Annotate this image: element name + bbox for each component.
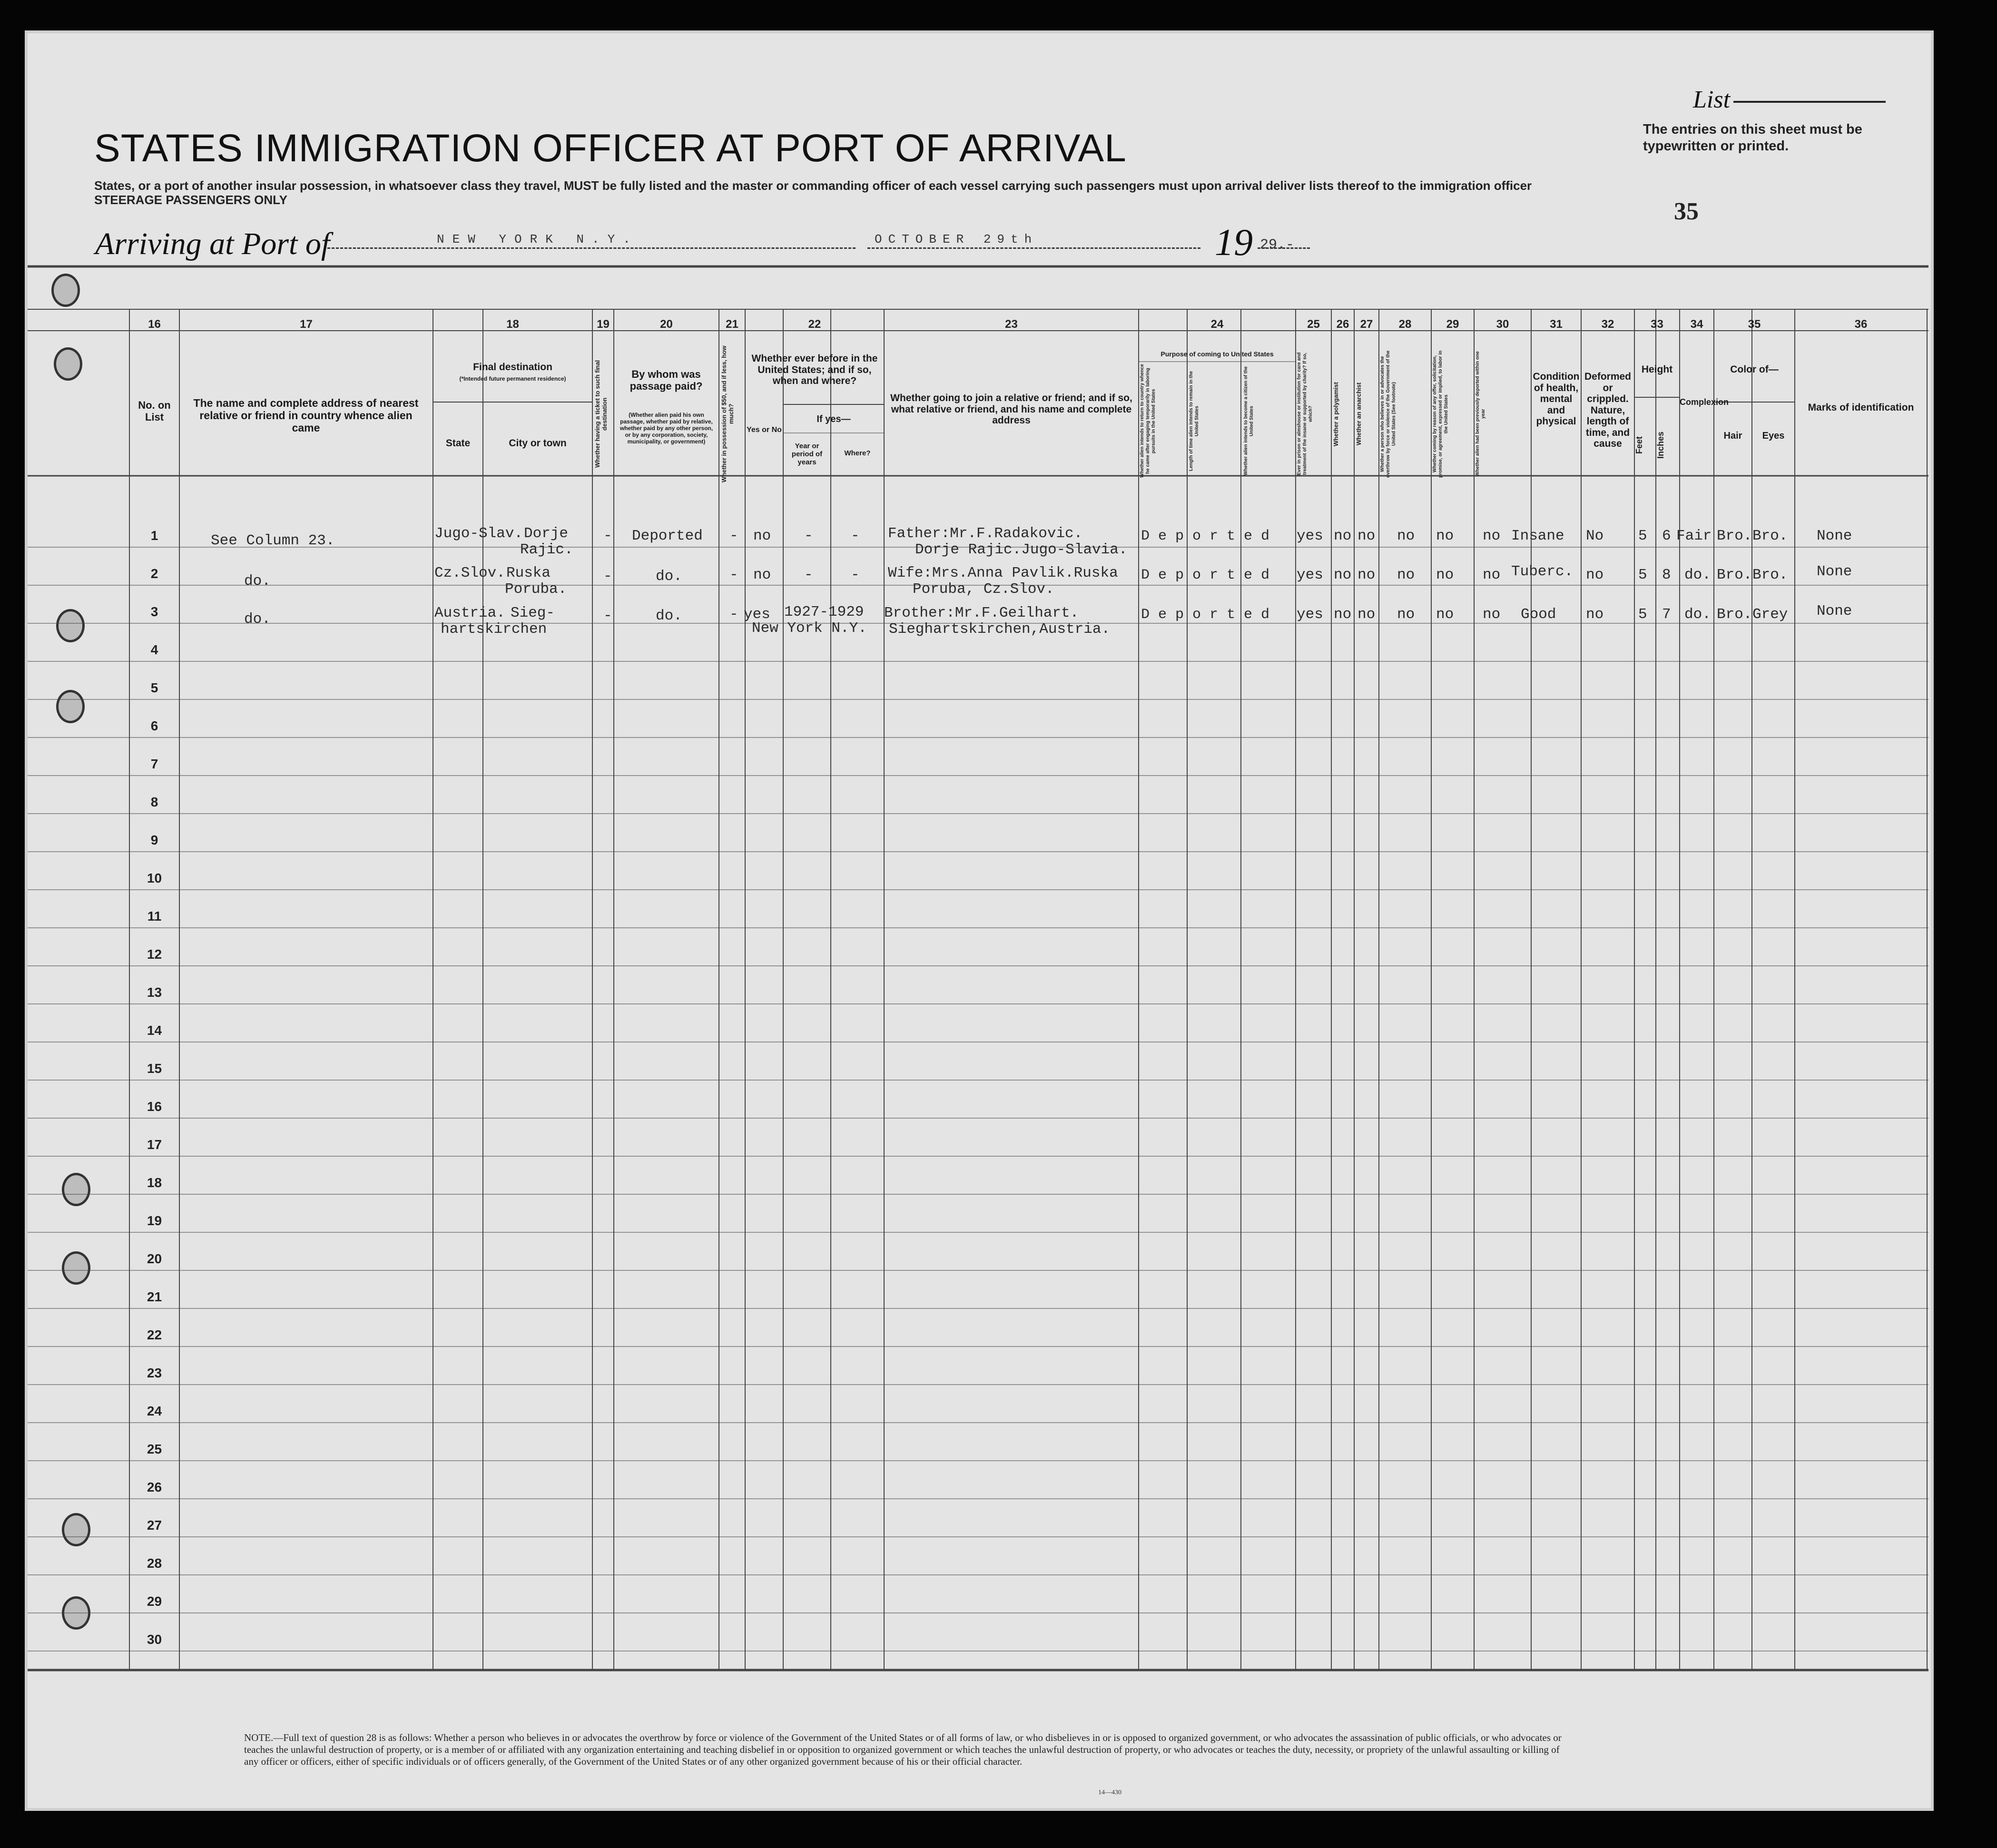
cell-joining-2: Poruba, Cz.Slov. (913, 581, 1054, 598)
row-number: 9 (150, 833, 158, 847)
row-number: 13 (147, 985, 162, 1000)
port-value: NEW YORK N.Y. (437, 232, 639, 246)
cell-joining: Brother:Mr.F.Geilhart. (884, 605, 1079, 621)
manifest-grid (28, 33, 1931, 1808)
cell-polygamist: no (1334, 567, 1352, 583)
colnum-36: 36 (1854, 318, 1868, 331)
colnum-17: 17 (300, 318, 313, 331)
cell-complexion: Fair (1676, 528, 1712, 544)
header-q28: Whether a person who believes in or advocates the overthrow by force or violence of the Government of the United States (See footnote) (1380, 350, 1397, 478)
cell-years: 1927-1929 (784, 604, 864, 620)
cell-q30: no (1483, 606, 1501, 623)
cell-city-2: Poruba. (505, 581, 567, 598)
header-fifty-dollars: Whether in possession of $50, and if less, how much? (720, 345, 735, 482)
header-where: Where? (844, 449, 871, 457)
colnum-25: 25 (1307, 318, 1320, 331)
cell-q30: no (1483, 567, 1501, 583)
header-passage-paid-note: (Whether alien paid his own passage, whether paid by relative, whether paid by any other person, or by any corporation, society, municipality, or government) (620, 412, 713, 445)
colnum-28: 28 (1398, 318, 1412, 331)
colnum-29: 29 (1446, 318, 1459, 331)
cell-city-2: Rajic. (520, 541, 573, 558)
cell-state: Jugo-Slav. (434, 525, 523, 542)
cell-q29: no (1436, 528, 1454, 544)
cell-deformed: no (1586, 567, 1604, 583)
row-number: 11 (147, 909, 162, 924)
cell-eyes: Grey (1752, 606, 1788, 623)
header-color-of: Color of— (1730, 364, 1779, 375)
cell-ticket: - (603, 568, 612, 585)
header-purpose-b: Length of time alien intends to remain in the United States (1189, 371, 1200, 472)
header-anarchist: Whether an anarchist (1355, 382, 1362, 446)
header-purpose-a: Whether alien intends to return to country whence he came after engaging temporarily in laboring pursuits in the United States (1140, 364, 1156, 478)
header-yes-no: Yes or No (747, 426, 782, 434)
cell-fifty: - (729, 567, 738, 583)
row-number: 3 (150, 604, 158, 619)
header-state: State (445, 438, 471, 449)
header-eyes: Eyes (1762, 431, 1785, 441)
header-feet: Feet (1634, 436, 1644, 454)
subtitle-line-2: STEERAGE PASSENGERS ONLY (94, 193, 287, 207)
colnum-22: 22 (808, 318, 821, 331)
colnum-34: 34 (1690, 318, 1703, 331)
header-polygamist: Whether a polygamist (1332, 382, 1339, 446)
header-marks: Marks of identification (1808, 402, 1914, 413)
cell-joining-2: Dorje Rajic.Jugo-Slavia. (915, 541, 1128, 558)
header-purpose: Purpose of coming to United States (1161, 350, 1274, 358)
cell-hair: Bro. (1717, 528, 1752, 544)
cell-polygamist: no (1334, 528, 1352, 544)
row-number: 15 (147, 1061, 162, 1076)
cell-inches: 6 (1662, 528, 1671, 544)
cell-q28: no (1397, 567, 1415, 583)
colnum-30: 30 (1496, 318, 1509, 331)
row-number: 25 (147, 1442, 162, 1456)
cell-prison: yes (1297, 567, 1323, 583)
cell-anarchist: no (1358, 528, 1376, 544)
colnum-23: 23 (1005, 318, 1018, 331)
cell-condition: Good (1521, 606, 1556, 623)
row-number: 23 (147, 1366, 162, 1380)
cell-condition: Tuberc. (1511, 563, 1574, 580)
cell-state: Cz.Slov. (434, 565, 505, 581)
cell-years: - (804, 528, 813, 544)
header-height: Height (1641, 364, 1673, 375)
cell-eyes: Bro. (1752, 567, 1788, 583)
cell-inches: 8 (1662, 567, 1671, 583)
cell-feet: 5 (1638, 528, 1647, 544)
colnum-26: 26 (1336, 318, 1349, 331)
cell-where: - (851, 567, 860, 583)
row-number: 12 (147, 947, 162, 962)
cell-city: Ruska (506, 565, 551, 581)
cell-state: Austria. (434, 605, 505, 621)
colnum-33: 33 (1651, 318, 1663, 331)
arriving-label: Arriving at Port of (95, 226, 330, 261)
subtitle-line-1: States, or a port of another insular possession, in whatsoever class they travel, MUST be fully listed and the master or commanding officer of each vessel carrying such passengers must upon arrival deliver lists thereof to the immigration officer (94, 178, 1532, 193)
header-q30: Whether alien had been previously deported within one year (1475, 351, 1486, 477)
header-city: City or town (509, 438, 567, 449)
footnote: NOTE.—Full text of question 28 is as follows: Whether a person who believes in or advocates the overthrow by force or violence of the Government of the United States or of all forms of law, or who disbelieves in or is opposed to organized government, or who advocates the assassination of public officials, or who advocates or teaches the unlawful destruction of property, or is a member of or affiliated with any organization entertaining and teaching disbelief in or opposition to organized government or which teaches the unlawful destruction of property, or who advocates or teaches the duty, necessity, or propriety of the unlawful assaulting or killing of any officer or officers, either of specific individuals or of officers generally, of the Government of the United States or of any other organized government because of his or their official character. (244, 1732, 1562, 1767)
header-joining: Whether going to join a relative or friend; and if so, what relative or friend, and his name and complete address (890, 393, 1132, 426)
row-number: 18 (147, 1175, 162, 1190)
colnum-21: 21 (726, 318, 738, 331)
cell-anarchist: no (1358, 606, 1376, 623)
cell-passage: do. (656, 608, 682, 624)
cell-ever-before: no (753, 528, 771, 544)
row-number: 19 (147, 1213, 162, 1228)
cell-deformed: no (1586, 606, 1604, 623)
cell-marks: None (1817, 528, 1852, 544)
row-number: 29 (147, 1594, 162, 1609)
cell-prison: yes (1297, 528, 1323, 544)
sheet-number: 35 (1674, 198, 1699, 225)
header-no-on-list: No. on List (138, 399, 171, 423)
cell-city-2: hartskirchen (441, 621, 547, 638)
header-purpose-c: Whether alien intends to become a citizen of the United States (1243, 366, 1254, 476)
cell-fifty: - (729, 606, 738, 623)
row-number: 1 (150, 528, 158, 543)
cell-ever-before: no (753, 567, 771, 583)
cell-q29: no (1436, 606, 1454, 623)
cell-joining-2: Sieghartskirchen,Austria. (889, 621, 1111, 638)
cell-city: Dorje (524, 525, 569, 542)
header-ticket: Whether having a ticket to such final destination (594, 360, 608, 468)
cell-hair: Bro. (1717, 567, 1752, 583)
cell-hair: Bro. (1717, 606, 1752, 623)
row-number: 24 (147, 1404, 162, 1418)
header-inches: Inches (1656, 431, 1665, 459)
header-nearest-relative: The name and complete address of nearest relative or friend in country whence alien came (193, 397, 419, 434)
cell-ticket: - (603, 608, 612, 624)
colnum-24: 24 (1210, 318, 1224, 331)
row-number: 4 (150, 642, 158, 657)
cell-inches: 7 (1662, 606, 1671, 623)
header-condition: Condition of health, mental and physical (1533, 371, 1580, 427)
cell-relative: See Column 23. (211, 532, 335, 549)
cell-q28: no (1397, 528, 1415, 544)
colnum-31: 31 (1550, 318, 1563, 331)
cell-joining: Wife:Mrs.Anna Pavlik.Ruska (888, 565, 1118, 581)
cell-eyes: Bro. (1752, 528, 1788, 544)
row-number: 16 (147, 1099, 162, 1114)
colnum-18: 18 (506, 318, 519, 331)
cell-ticket: - (603, 528, 612, 544)
date-value: OCTOBER 29th (875, 232, 1038, 246)
cell-polygamist: no (1334, 606, 1352, 623)
header-if-yes: If yes— (817, 414, 851, 424)
row-number: 28 (147, 1556, 162, 1571)
cell-passage: do. (656, 568, 682, 585)
row-number: 30 (147, 1632, 162, 1647)
row-number: 10 (147, 871, 162, 885)
cell-where: - (851, 528, 860, 544)
cell-condition: Insane (1511, 528, 1564, 544)
cell-q30: no (1483, 528, 1501, 544)
cell-prison: yes (1297, 606, 1323, 623)
year-suffix: 29.- (1260, 237, 1295, 253)
cell-marks: None (1817, 603, 1852, 619)
typewritten-notice: The entries on this sheet must be typewritten or printed. (1643, 122, 1862, 154)
cell-relative: do. (244, 573, 271, 590)
cell-where: New York N.Y. (752, 620, 867, 637)
colnum-19: 19 (597, 318, 610, 331)
page-title: STATES IMMIGRATION OFFICER AT PORT OF ARRIVAL (94, 127, 1127, 170)
colnum-32: 32 (1601, 318, 1614, 331)
row-number: 14 (147, 1023, 162, 1038)
cell-joining: Father:Mr.F.Radakovic. (888, 525, 1083, 542)
colnum-20: 20 (660, 318, 673, 331)
cell-purpose: D e p o r t e d (1141, 567, 1270, 583)
colnum-27: 27 (1360, 318, 1373, 331)
cell-complexion: do. (1684, 567, 1711, 583)
row-number: 20 (147, 1251, 162, 1266)
header-complexion: Complexion (1680, 397, 1729, 407)
list-label: List (1693, 86, 1731, 113)
row-number: 7 (150, 757, 158, 771)
cell-fifty: - (729, 528, 738, 544)
row-number: 17 (147, 1137, 162, 1152)
header-q29: Whether coming by reason of any offer, solicitation, promise, or agreement, expressed or implied, to labor in the United States (1432, 350, 1449, 478)
header-year-period: Year or period of years (791, 442, 823, 466)
header-prison: Ever in prison or almshouse or institution for care and treatment of the insane or supported by charity? If so, which? (1297, 352, 1313, 476)
row-number: 2 (150, 566, 158, 581)
cell-years: - (804, 567, 813, 583)
colnum-16: 16 (148, 318, 161, 331)
colnum-35: 35 (1748, 318, 1761, 331)
header-hair: Hair (1723, 431, 1742, 441)
row-number: 22 (147, 1327, 162, 1342)
cell-q29: no (1436, 567, 1454, 583)
header-deformed: Deformed or crippled. Nature, length of time, and cause (1584, 371, 1632, 450)
cell-ever-before: yes (744, 606, 770, 623)
cell-marks: None (1817, 563, 1852, 580)
cell-deformed: No (1586, 528, 1604, 544)
row-number: 27 (147, 1518, 162, 1533)
cell-purpose: D e p o r t e d (1141, 607, 1270, 623)
row-number: 21 (147, 1289, 162, 1304)
manifest-sheet (28, 33, 1931, 1808)
row-number: 6 (150, 718, 158, 733)
cell-q28: no (1397, 606, 1415, 623)
row-number: 5 (150, 680, 158, 695)
cell-anarchist: no (1358, 567, 1376, 583)
form-number: 14—430 (1098, 1789, 1121, 1796)
cell-feet: 5 (1638, 606, 1647, 623)
cell-feet: 5 (1638, 567, 1647, 583)
cell-complexion: do. (1684, 606, 1711, 623)
row-number: 26 (147, 1480, 162, 1494)
row-number: 8 (150, 795, 158, 809)
header-final-destination-note: (*Intended future permanent residence) (459, 375, 566, 382)
cell-purpose: D e p o r t e d (1141, 528, 1270, 544)
header-final-destination: Final destination (473, 362, 552, 373)
header-passage-paid: By whom was passage paid? (630, 368, 703, 392)
header-ever-before: Whether ever before in the United States; and if so, when and where? (751, 353, 878, 387)
cell-passage: Deported (632, 528, 703, 544)
cell-city: Sieg- (511, 605, 555, 621)
cell-relative: do. (244, 611, 271, 628)
year-prefix: 19 (1215, 222, 1253, 264)
